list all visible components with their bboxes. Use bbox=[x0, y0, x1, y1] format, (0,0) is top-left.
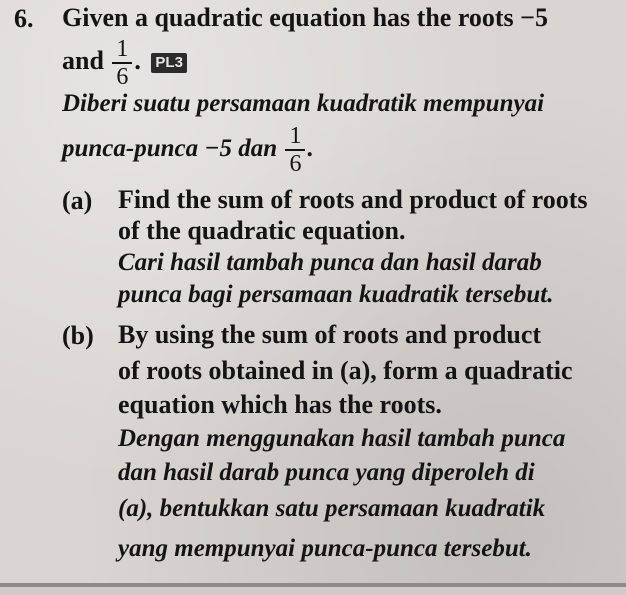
part-b-malay-line-2: dan hasil darab punca yang diperoleh di bbox=[118, 459, 535, 486]
root-fraction-malay bbox=[285, 123, 305, 177]
question-and-text: and bbox=[62, 46, 104, 75]
part-a-english-line-2: of the quadratic equation. bbox=[118, 216, 406, 245]
root-fraction bbox=[112, 36, 132, 90]
question-malay-prefix: punca-punca −5 dan bbox=[62, 135, 278, 162]
question-malay-line-1: Diberi suatu persamaan kuadratik mempunyai bbox=[62, 90, 545, 117]
part-b-english-line-3: equation which has the roots. bbox=[118, 390, 442, 419]
question-malay-period: . bbox=[307, 135, 314, 162]
part-b-malay-line-4: yang mempunyai punca-punca tersebut. bbox=[118, 535, 532, 562]
question-number: 6. bbox=[14, 4, 34, 33]
fraction-denominator: 6 bbox=[116, 64, 129, 91]
fraction-numerator: 1 bbox=[285, 123, 305, 151]
part-b-english-line-2: of roots obtained in (a), form a quadratic bbox=[118, 356, 573, 385]
pl-level-badge: PL3 bbox=[151, 53, 187, 73]
fraction-denominator: 6 bbox=[289, 151, 302, 178]
part-a-label: (a) bbox=[62, 186, 93, 215]
part-b-label: (b) bbox=[62, 321, 94, 350]
question-english-line-2 bbox=[62, 34, 187, 91]
part-b-malay-line-1: Dengan menggunakan hasil tambah punca bbox=[118, 425, 566, 452]
part-a-english-line-1: Find the sum of roots and product of roots bbox=[118, 185, 588, 214]
question-english-line-1: Given a quadratic equation has the roots −5 bbox=[62, 3, 548, 32]
part-a-malay-line-2: punca bagi persamaan kuadratik tersebut. bbox=[118, 281, 554, 308]
part-b-malay-line-3: (a), bentukkan satu persamaan kuadratik bbox=[118, 495, 546, 522]
question-period: . bbox=[134, 46, 141, 75]
question-malay-line-2 bbox=[62, 122, 314, 176]
page-bottom-edge bbox=[0, 587, 626, 595]
part-a-malay-line-1: Cari hasil tambah punca dan hasil darab bbox=[118, 249, 542, 276]
fraction-numerator: 1 bbox=[112, 36, 132, 64]
part-b-english-line-1: By using the sum of roots and product bbox=[118, 320, 542, 349]
